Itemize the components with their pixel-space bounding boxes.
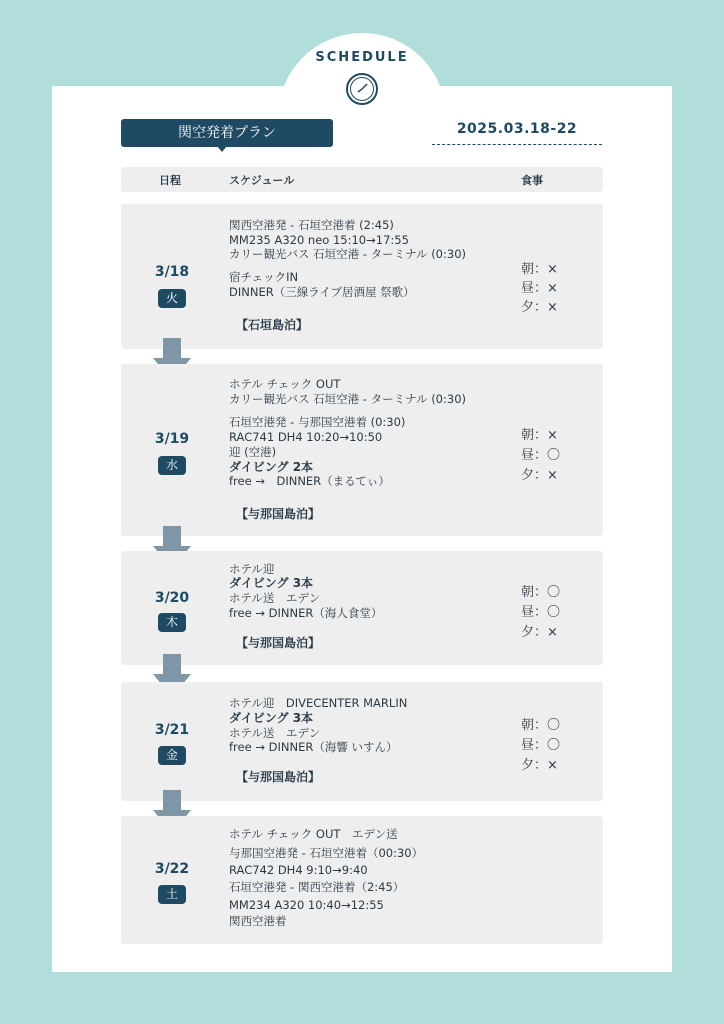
day-date: 3/19 <box>154 431 190 447</box>
schedule-line: 関西空港発 - 石垣空港着 (2:45) <box>229 218 394 232</box>
schedule-line-highlight: ダイビング 3本 <box>229 576 314 590</box>
weekday-badge: 水 <box>158 456 186 475</box>
schedule-line: free → DINNER（海人食堂） <box>229 606 383 620</box>
plan-badge-pointer <box>217 146 227 152</box>
schedule-line: カリー観光バス 石垣空港 - ターミナル (0:30) <box>229 247 466 261</box>
day-card-3-20 <box>121 551 603 665</box>
overnight-location: 【石垣島泊】 <box>236 318 309 332</box>
schedule-line: 迎 (空港) <box>229 445 277 459</box>
schedule-title: SCHEDULE <box>315 50 409 65</box>
overnight-location: 【与那国島泊】 <box>236 636 321 650</box>
day-date: 3/21 <box>154 722 190 738</box>
schedule-line-highlight: ダイビング 3本 <box>229 711 314 725</box>
meal-lunch: 昼：〇 <box>521 738 561 753</box>
schedule-line: free → DINNER（海響 いすん） <box>229 740 398 754</box>
overnight-location: 【与那国島泊】 <box>236 770 321 784</box>
day-card-3-19 <box>121 364 603 536</box>
meal-dinner: 夕：× <box>521 300 558 315</box>
schedule-line: RAC741 DH4 10:20→10:50 <box>229 430 383 444</box>
meal-breakfast: 朝：× <box>521 262 558 277</box>
schedule-line: カリー観光バス 石垣空港 - ターミナル (0:30) <box>229 392 466 406</box>
column-header-schedule: スケジュール <box>229 174 295 187</box>
schedule-line: ホテル チェック OUT <box>229 377 341 391</box>
schedule-line: 石垣空港発 - 関西空港着（2:45） <box>229 880 405 894</box>
schedule-line: RAC742 DH4 9:10→9:40 <box>229 863 368 877</box>
schedule-line: ホテル送 エデン <box>229 726 321 740</box>
day-date: 3/20 <box>154 590 190 606</box>
day-card-3-21 <box>121 682 603 801</box>
schedule-line: 石垣空港発 - 与那国空港着 (0:30) <box>229 415 406 429</box>
date-underline <box>432 144 602 145</box>
clock-icon <box>345 72 379 106</box>
column-header-bar <box>121 167 603 192</box>
column-header-meals: 食事 <box>521 174 543 187</box>
meal-lunch: 昼：× <box>521 281 558 296</box>
weekday-badge: 金 <box>158 746 186 765</box>
schedule-line: DINNER（三線ライブ居酒屋 祭歌） <box>229 285 415 299</box>
meal-lunch: 昼：〇 <box>521 448 561 463</box>
schedule-line: MM235 A320 neo 15:10→17:55 <box>229 233 409 247</box>
meal-dinner: 夕：× <box>521 625 558 640</box>
schedule-line: ホテル送 エデン <box>229 591 321 605</box>
column-header-date: 日程 <box>159 174 181 187</box>
schedule-line: ホテル チェック OUT エデン送 <box>229 827 398 841</box>
schedule-line: MM234 A320 10:40→12:55 <box>229 898 384 912</box>
meal-breakfast: 朝：× <box>521 428 558 443</box>
day-card-3-18 <box>121 204 603 349</box>
day-date: 3/18 <box>154 264 190 280</box>
schedule-line-highlight: ダイビング 2本 <box>229 460 314 474</box>
schedule-line: 関西空港着 <box>229 914 287 928</box>
date-range: 2025.03.18-22 <box>456 121 578 137</box>
meal-lunch: 昼：〇 <box>521 605 561 620</box>
day-card-3-22 <box>121 816 603 944</box>
schedule-line: 宿チェックIN <box>229 270 299 284</box>
weekday-badge: 木 <box>158 613 186 632</box>
schedule-line: 与那国空港発 - 石垣空港着（00:30） <box>229 846 424 860</box>
meal-breakfast: 朝：〇 <box>521 585 561 600</box>
meal-dinner: 夕：× <box>521 758 558 773</box>
weekday-badge: 土 <box>158 885 186 904</box>
schedule-line: ホテル迎 <box>229 562 275 576</box>
overnight-location: 【与那国島泊】 <box>236 507 321 521</box>
plan-name-badge: 関空発着プラン <box>121 119 333 147</box>
day-date: 3/22 <box>154 861 190 877</box>
meal-dinner: 夕：× <box>521 468 558 483</box>
schedule-line: free → DINNER（まるてぃ） <box>229 474 390 488</box>
meal-breakfast: 朝：〇 <box>521 718 561 733</box>
schedule-line: ホテル迎 DIVECENTER MARLIN <box>229 696 408 710</box>
weekday-badge: 火 <box>158 289 186 308</box>
